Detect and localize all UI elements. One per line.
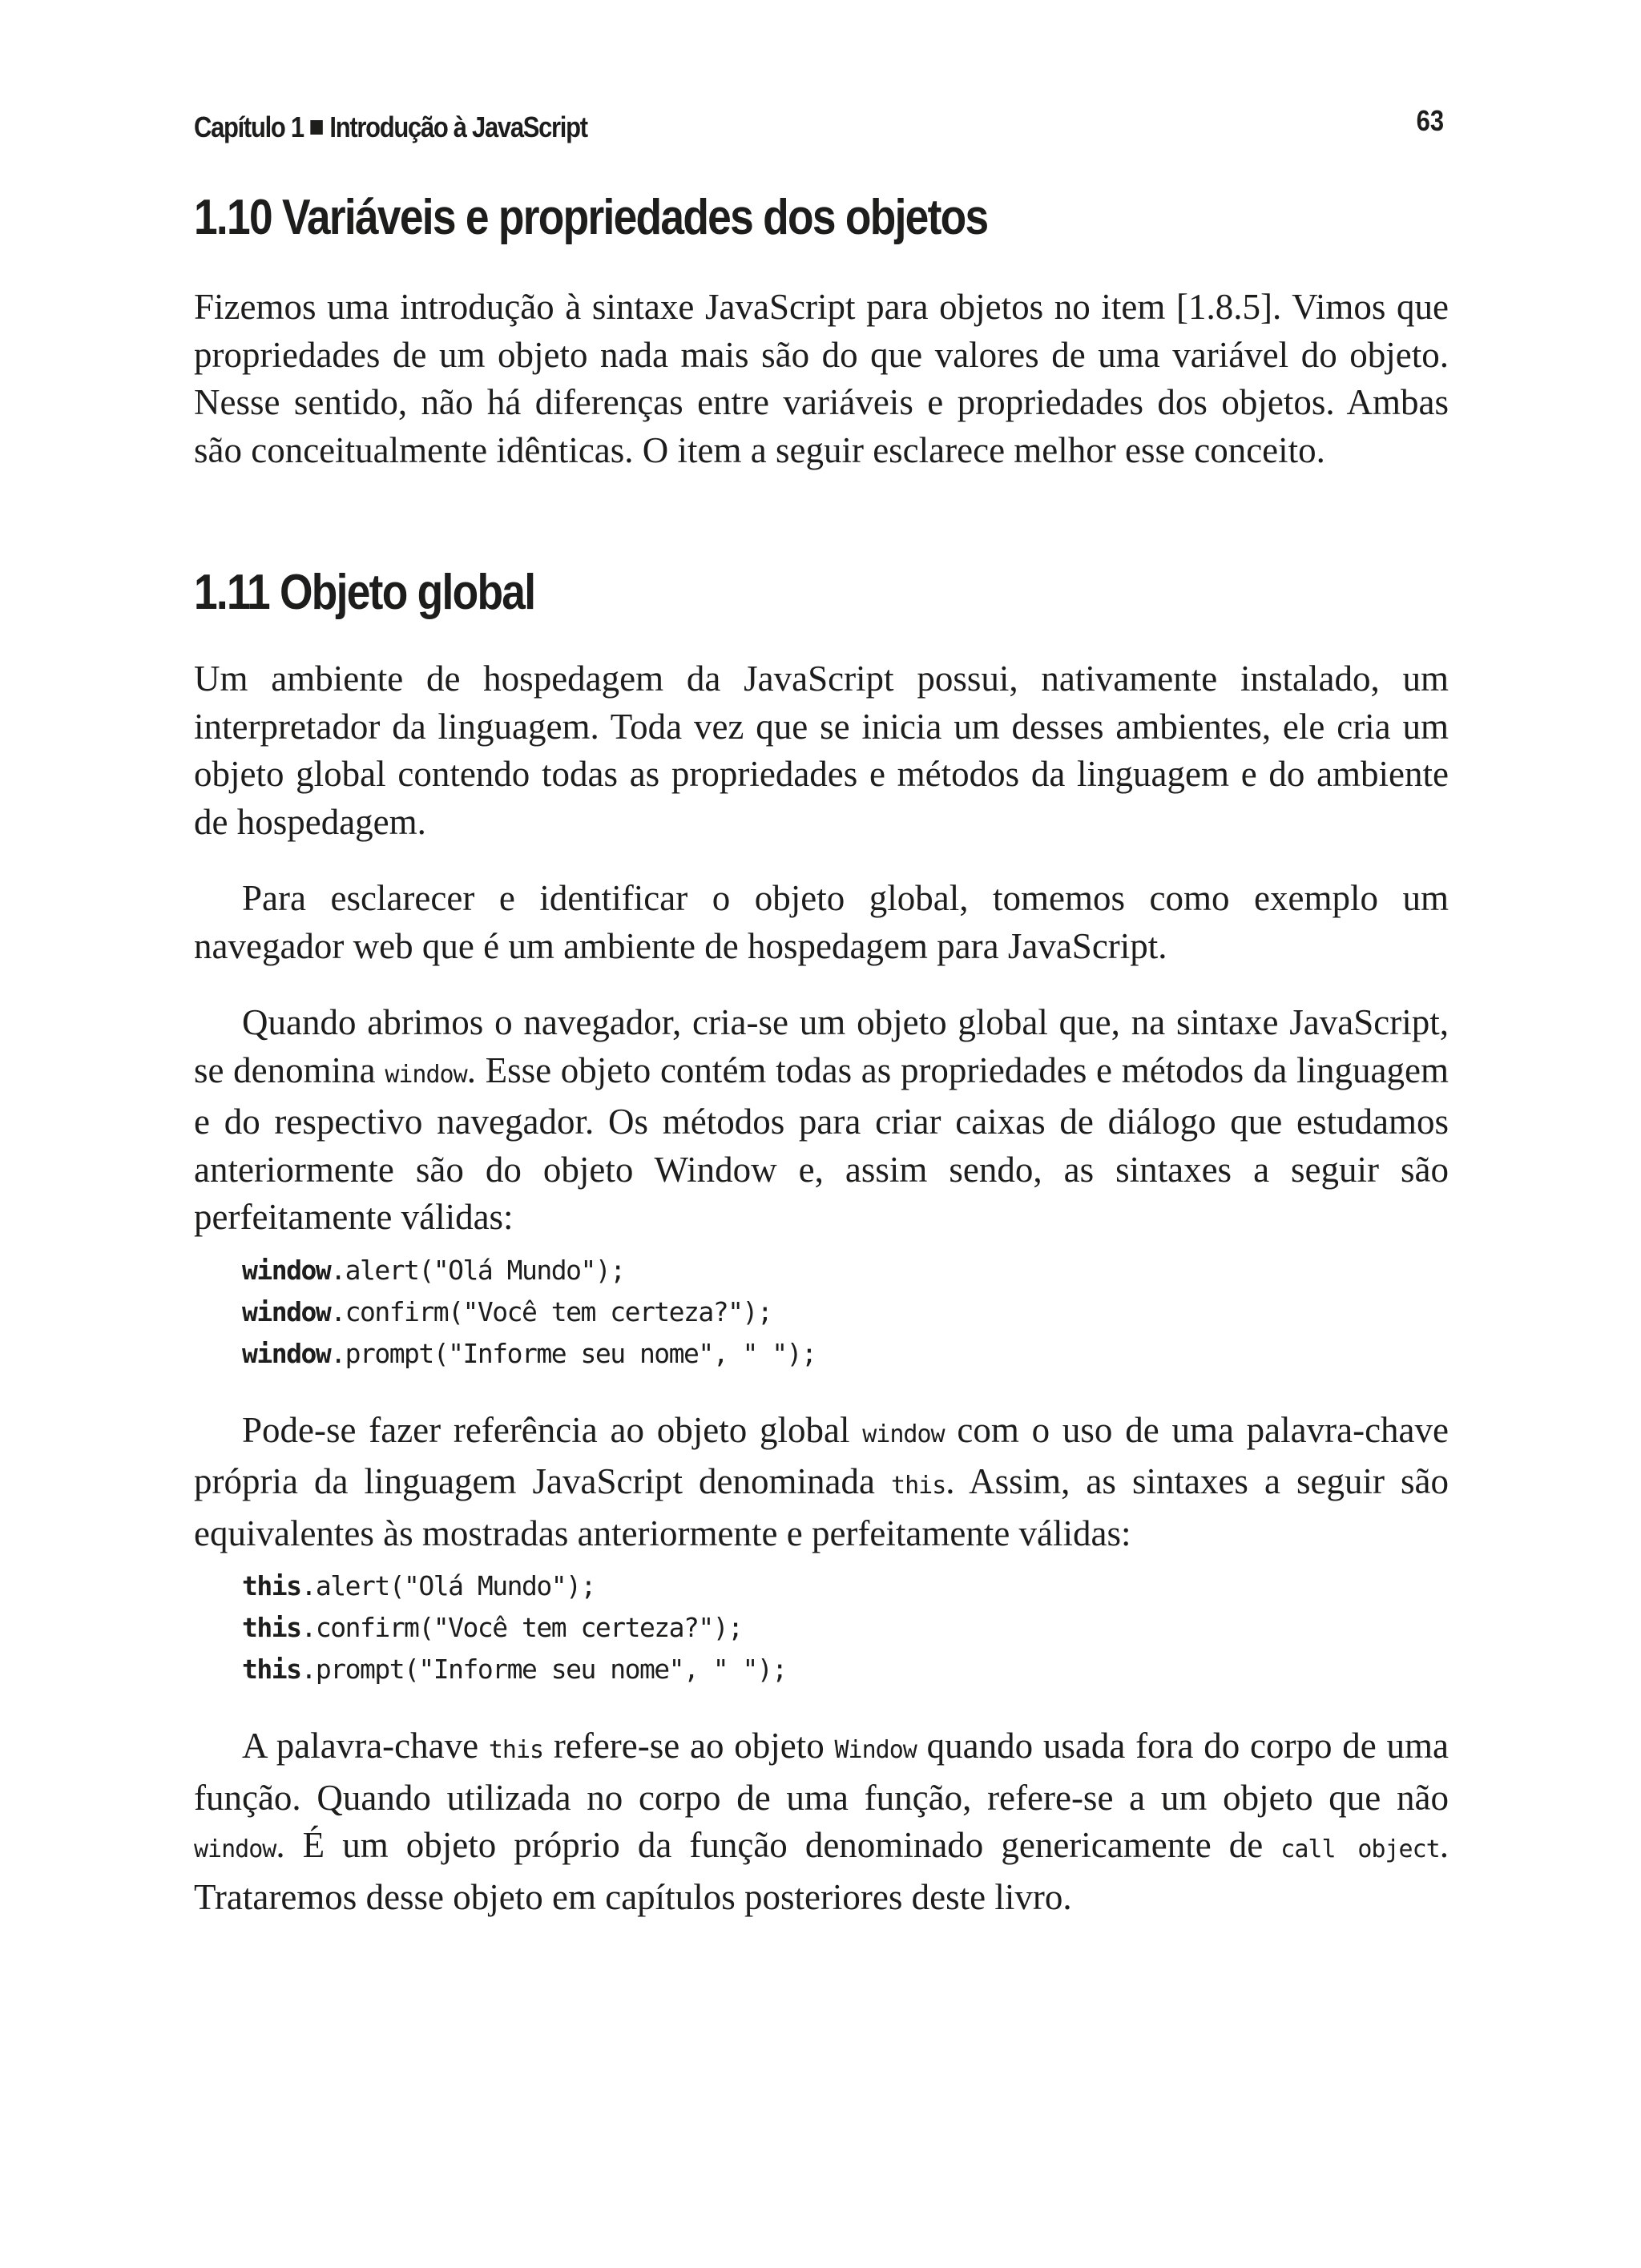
paragraph-this-scope: A palavra-chave this refere-se ao objeto Window quando usada fora do corpo de uma função. Quando utilizada no corpo de uma função, refere-se a um objeto que não window. É um objeto próprio da função denominado genericamente de call object. Trataremos desse objeto em capítulos posteriores deste livro. <box>194 1726 1449 1917</box>
paragraph-variables: Fizemos uma introdução à sintaxe JavaScript para objetos no item [1.8.5]. Vimos que propriedades de um objeto nada mais são do que valores de uma variável do objeto. Nesse sentido, não há diferenças entre variáveis e propriedades dos objetos. Ambas são conceitualmente idênticas. O item a seguir esclarece melhor esse conceito. <box>194 287 1449 470</box>
inline-code-window: window <box>194 1835 276 1863</box>
code-line: this.alert("Olá Mundo"); <box>242 1570 595 1601</box>
section-title-global-object: 1.11 Objeto global <box>194 565 535 620</box>
section-title-variables: 1.10 Variáveis e propriedades dos objetos <box>194 190 988 245</box>
code-line: window.alert("Olá Mundo"); <box>242 1254 625 1286</box>
paragraph-browser-example: Para esclarecer e identificar o objeto global, tomemos como exemplo um navegador web que é um ambiente de hospedagem para JavaScript. <box>194 878 1449 966</box>
inline-code-this: this <box>891 1472 946 1500</box>
inline-code-window-class: Window <box>834 1736 917 1764</box>
chapter-title: Introdução à JavaScript <box>329 111 587 143</box>
square-bullet-icon <box>310 120 322 135</box>
paragraph-host-environment: Um ambiente de hospedagem da JavaScript possui, nativamente instalado, um interpretador da linguagem. Toda vez que se inicia um desses ambientes, ele cria um objeto global contendo todas as propriedades e métodos da linguagem e do ambiente de hospedagem. <box>194 659 1449 842</box>
code-block-window <box>242 1250 1449 1375</box>
code-line: window.prompt("Informe seu nome", " "); <box>242 1337 816 1369</box>
inline-code-this: this <box>488 1736 544 1764</box>
chapter-label: Capítulo 1 <box>194 111 304 143</box>
page-number: 63 <box>1416 104 1444 137</box>
code-line: window.confirm("Você tem certeza?"); <box>242 1295 772 1327</box>
code-line: this.confirm("Você tem certeza?"); <box>242 1612 743 1643</box>
code-block-this <box>242 1565 1449 1690</box>
code-line: this.prompt("Informe seu nome", " "); <box>242 1654 787 1685</box>
inline-code-call-object: call object <box>1280 1835 1440 1863</box>
inline-code-window: window <box>862 1420 945 1448</box>
page-content <box>194 184 1449 1921</box>
paragraph-window-object: Quando abrimos o navegador, cria-se um objeto global que, na sintaxe JavaScript, se denomina window. Esse objeto contém todas as propriedades e métodos da linguagem e do respectivo navegador. Os métodos para criar caixas de diálogo que estudamos anteriormente são do objeto Window e, assim sendo, as sintaxes a seguir são perfeitamente válidas: <box>194 1002 1449 1237</box>
running-head <box>194 111 587 144</box>
paragraph-this-keyword: Pode-se fazer referência ao objeto global window com o uso de uma palavra-chave própria da linguagem JavaScript denominada this. Assim, as sintaxes a seguir são equivalentes às mostradas anteriormente e perfeitamente válidas: <box>194 1409 1449 1553</box>
inline-code-window: window <box>385 1060 467 1089</box>
